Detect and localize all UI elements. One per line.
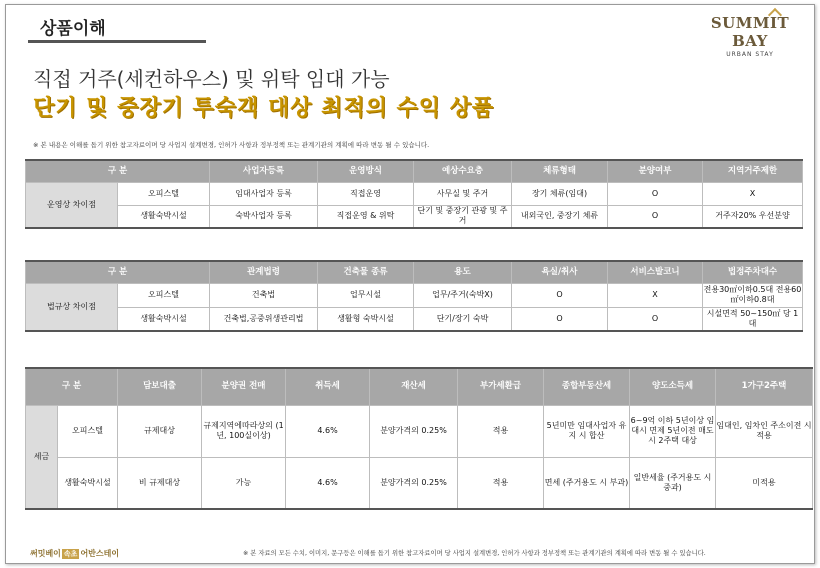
table-cell: 적용 bbox=[458, 405, 544, 457]
regulation-diff-table bbox=[25, 260, 803, 332]
table-cell: 내외국인, 중장기 체류 bbox=[512, 205, 608, 228]
brand-logo bbox=[700, 14, 800, 58]
header-cell: 구 분 bbox=[26, 261, 210, 283]
footer-brand-tag: 속초 bbox=[63, 550, 78, 558]
table-row bbox=[26, 283, 803, 307]
header-cell: 욕실/취사 bbox=[512, 261, 608, 283]
disclaimer-bottom: ※ 본 자료의 모든 수치, 이미지, 문구등은 이해를 돕기 위한 참고자료이며 당 사업지 설계변경, 인허가 사항과 정부정책 또는 관계기관의 계획에 따라 변동 될 수 있습니다. bbox=[243, 550, 706, 557]
table-cell: 4.6% bbox=[286, 457, 370, 509]
header-cell: 법정주차대수 bbox=[703, 261, 803, 283]
table-cell: 사무실 및 주거 bbox=[414, 182, 512, 205]
header-cell: 취득세 bbox=[286, 368, 370, 405]
section-title: 상품이해 bbox=[40, 19, 106, 39]
table-header-row bbox=[26, 368, 813, 405]
table-cell: 오피스텔 bbox=[118, 283, 210, 307]
table-cell: 단기 및 중장기 관광 및 주거 bbox=[414, 205, 512, 228]
table-cell: 가능 bbox=[202, 457, 286, 509]
table-cell: 생활숙박시설 bbox=[118, 205, 210, 228]
table-cell: 임대인, 임차인 주소이전 시 적용 bbox=[716, 405, 813, 457]
table-row bbox=[26, 182, 803, 205]
footer-brand-tail: 어반스테이 bbox=[80, 549, 120, 558]
header-cell: 사업자등록 bbox=[210, 160, 318, 182]
table-cell: 일반세율 (주거용도 시 중과) bbox=[630, 457, 716, 509]
table-cell: 전용30㎡이하0.5대 전용60㎡이하0.8대 bbox=[703, 283, 803, 307]
header-cell: 관계법령 bbox=[210, 261, 318, 283]
table-header-row bbox=[26, 160, 803, 182]
table-cell: 장기 체류(임대) bbox=[512, 182, 608, 205]
header-cell: 담보대출 bbox=[118, 368, 202, 405]
header-cell: 건축물 종류 bbox=[318, 261, 414, 283]
headline-line2: 단기 및 중장기 투숙객 대상 최적의 수익 상품 bbox=[33, 96, 495, 121]
table-cell: 적용 bbox=[458, 457, 544, 509]
table-cell: O bbox=[608, 307, 703, 331]
header-cell: 재산세 bbox=[370, 368, 458, 405]
table-header-row bbox=[26, 261, 803, 283]
table-cell: 분양가격의 0.25% bbox=[370, 457, 458, 509]
table-cell: 생활숙박시설 bbox=[118, 307, 210, 331]
table-row bbox=[26, 205, 803, 228]
table-cell: 미적용 bbox=[716, 457, 813, 509]
table-cell: O bbox=[608, 182, 703, 205]
table-cell: 건축법 bbox=[210, 283, 318, 307]
table-cell: 6~9억 이하 5년이상 임대시 면제 5년이전 매도시 2주택 대상 bbox=[630, 405, 716, 457]
table-cell: 거주자20% 우선분양 bbox=[703, 205, 803, 228]
group-label: 운영상 차이점 bbox=[26, 182, 118, 228]
header-cell: 체류형태 bbox=[512, 160, 608, 182]
header-cell: 구 분 bbox=[26, 368, 118, 405]
table-cell: 시설면적 50~150㎡ 당 1대 bbox=[703, 307, 803, 331]
group-label: 세금 bbox=[26, 405, 58, 509]
header-cell: 1가구2주택 bbox=[716, 368, 813, 405]
header-cell: 양도소득세 bbox=[630, 368, 716, 405]
logo-name: SUMMIT BAY bbox=[710, 14, 790, 50]
tax-diff-table bbox=[25, 367, 813, 510]
header-cell: 종합부동산세 bbox=[544, 368, 630, 405]
table-row bbox=[26, 307, 803, 331]
table-cell: O bbox=[512, 307, 608, 331]
table-cell: 오피스텔 bbox=[118, 182, 210, 205]
operation-diff-table bbox=[25, 159, 803, 229]
header-cell: 분양권 전매 bbox=[202, 368, 286, 405]
table-row bbox=[26, 405, 813, 457]
table-cell: X bbox=[703, 182, 803, 205]
table-cell: 업무/주거(숙박X) bbox=[414, 283, 512, 307]
header-cell: 서비스발코니 bbox=[608, 261, 703, 283]
footer-brand bbox=[30, 548, 119, 559]
table-cell: 규제지역에따라상의 (1년, 100실이상) bbox=[202, 405, 286, 457]
table-cell: 오피스텔 bbox=[58, 405, 118, 457]
table-cell: 5년미만 임대사업자 유지 시 합산 bbox=[544, 405, 630, 457]
table-cell: 숙박사업자 등록 bbox=[210, 205, 318, 228]
group-label: 법규상 차이점 bbox=[26, 283, 118, 331]
table-cell: O bbox=[608, 205, 703, 228]
table-cell: 면세 (주거용도 시 부과) bbox=[544, 457, 630, 509]
disclaimer-top: ※ 본 내용은 이해를 돕기 위한 참고자료이며 당 사업지 설계변경, 인허가 사항과 정부정책 또는 관계기관의 계획에 따라 변동 될 수 있습니다. bbox=[33, 141, 430, 149]
table-cell: 직접운영 & 위탁 bbox=[318, 205, 414, 228]
table-cell: 생활숙박시설 bbox=[58, 457, 118, 509]
header-cell: 운영방식 bbox=[318, 160, 414, 182]
table-cell: 건축법,공중위생관리법 bbox=[210, 307, 318, 331]
table-cell: X bbox=[608, 283, 703, 307]
headline-line1: 직접 거주(세컨하우스) 및 위탁 임대 가능 bbox=[33, 67, 390, 91]
header-cell: 구 분 bbox=[26, 160, 210, 182]
table-row bbox=[26, 457, 813, 509]
table-cell: 생활형 숙박시설 bbox=[318, 307, 414, 331]
table-cell: 규제대상 bbox=[118, 405, 202, 457]
logo-subtitle: URBAN STAY bbox=[726, 51, 774, 58]
table-cell: 직접운영 bbox=[318, 182, 414, 205]
table-cell: 임대사업자 등록 bbox=[210, 182, 318, 205]
table-cell: 단기/장기 숙박 bbox=[414, 307, 512, 331]
footer-brand-name: 써밋베이 bbox=[30, 549, 61, 558]
header-cell: 분양여부 bbox=[608, 160, 703, 182]
header-cell: 용도 bbox=[414, 261, 512, 283]
header-cell: 지역거주제한 bbox=[703, 160, 803, 182]
header-cell: 예상수요층 bbox=[414, 160, 512, 182]
title-underline bbox=[28, 40, 206, 43]
table-cell: 분양가격의 0.25% bbox=[370, 405, 458, 457]
table-cell: 4.6% bbox=[286, 405, 370, 457]
table-cell: 업무시설 bbox=[318, 283, 414, 307]
table-cell: O bbox=[512, 283, 608, 307]
table-cell: 비 규제대상 bbox=[118, 457, 202, 509]
header-cell: 부가세환급 bbox=[458, 368, 544, 405]
